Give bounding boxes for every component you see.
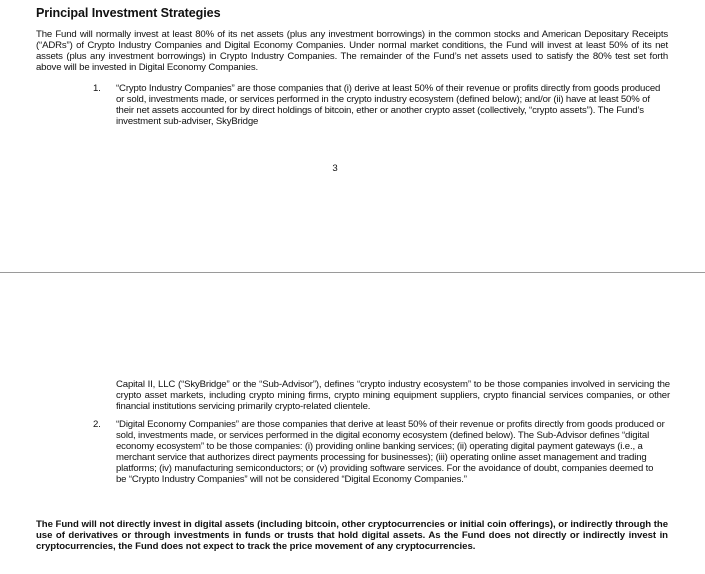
list-item-text: “Crypto Industry Companies” are those companies that (i) derive at least 50% of their revenue or profits directly from goods produced or sold, investments made, or services performed in the crypto industry ecosystem (defined below); and/or (ii) have at least 50% of their net assets accounted for by direct holdings of bitcoin, ether or another crypto asset (collectively, “crypto assets”). The Fund’s investment sub-adviser, SkyBridge [116,83,661,127]
section-heading: Principal Investment Strategies [36,6,221,20]
strategy-paragraph: The Fund will normally invest at least 80% of its net assets (plus any investment borrowings) in the common stocks and American Depositary Receipts (“ADRs”) of Crypto Industry Companies and Digital Economy Companies. Under normal market conditions, the Fund will invest at least 50% of its net assets (plus any investment borrowings) in Crypto Industry Companies. The remainder of the Fund’s net assets used to satisfy the 80% test set forth above will be invested in Digital Economy Companies. [36,29,668,73]
list-item-number: 1. [93,83,101,94]
list-item-continuation: Capital II, LLC (“SkyBridge” or the “Sub-Advisor”), defines “crypto industry ecosystem” to be those companies involved in servicing the crypto asset markets, including crypto mining firms, crypto mining equipment suppliers, crypto financial services companies, or other financial institutions servicing primarily crypto-related clientele. [116,379,670,412]
list-item-number: 2. [93,419,101,430]
page-number: 3 [332,163,338,174]
document-page-top [0,0,705,272]
document-page-bottom [0,273,705,574]
closing-paragraph: The Fund will not directly invest in digital assets (including bitcoin, other cryptocurrencies or initial coin offerings), or indirectly through the use of derivatives or through investments in funds or trusts that hold digital assets. As the Fund does not directly or indirectly invest in cryptocurrencies, the Fund does not expect to track the price movement of any cryptocurrencies. [36,519,668,553]
list-item-text: “Digital Economy Companies” are those companies that derive at least 50% of their revenue or profits directly from goods produced or sold, investments made, or services performed in the digital economy ecosystem (defined below). The Sub-Advisor defines “digital economy ecosystem” to be those companies: (i) providing online banking services; (ii) operating digital payment gateways (i.e., a merchant service that authorizes direct payments processing for businesses); (iii) operating online asset management and trading platforms; (iv) manufacturing semiconductors; or (v) providing software services. For the avoidance of doubt, companies deemed to be “Crypto Industry Companies” will not be considered “Digital Economy Companies.” [116,419,665,485]
